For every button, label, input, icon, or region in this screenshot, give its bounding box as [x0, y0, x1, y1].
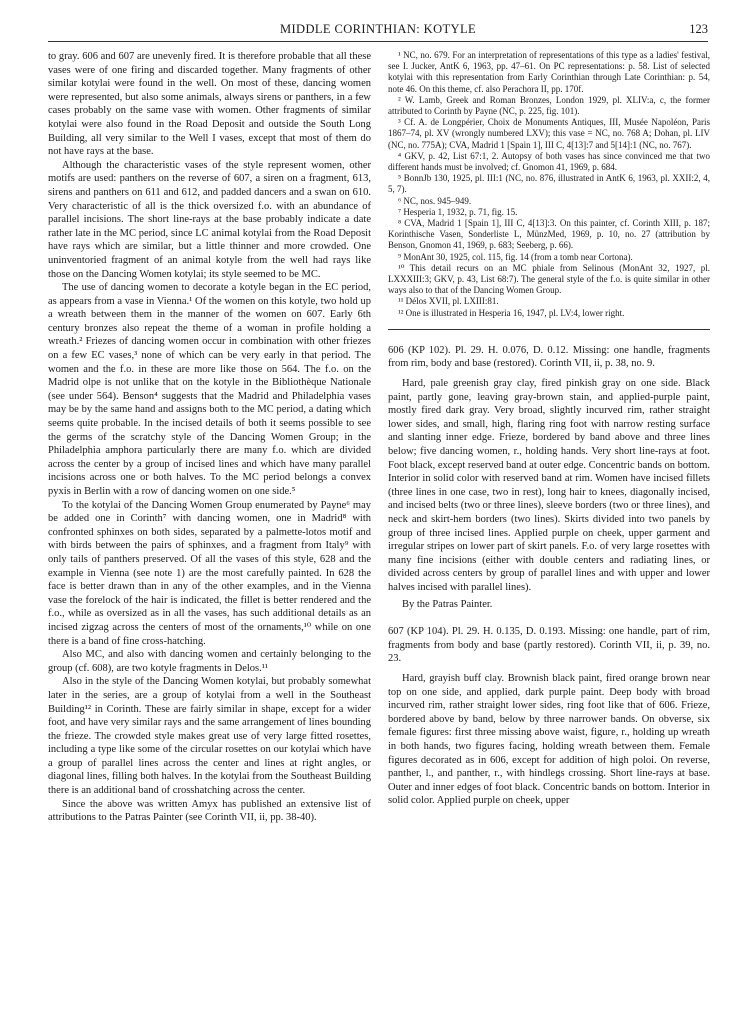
entry-description: Hard, pale greenish gray clay, fired pinkish gray on one side. Black paint, partly gone, leaving gray-brown stain, and applied-purple paint, mostly fired dark gray. Very broad, slightly incurved rim, rather straight lower sides, and small, high, flaring ring foot with narrow resting surface and slanting inner edge. Frieze, bordered by band above and three lines below; five dancing women, r., holding hands. Very short line-rays at foot. Foot black, except reserved band at outer edge. Concentric bands on bottom. Interior in solid color with reserved band at rim. Women have incised fillets (three lines in one case, two in rest), long hair to knees, diagonally incised, and incised belts (two or three lines), sleeve borders (two or three lines), and neck and skirt-hem borders (two lines). Skirts divided into two panels by group of three incised lines. Applied purple on cheek, upper garment and irregular stripes on lower part of skirt panels. F.o. of very large rosettes with many fine incisions (either with double centers and radiating lines, or divided across centers by group of parallel lines and with upper and lower halves incised with parallel lines). [388, 378, 710, 593]
entry-heading: 607 (KP 104). Pl. 29. H. 0.135, D. 0.193. Missing: one handle, part of rim, fragments from body and base (partly restored). Corinth VII, ii, p. 39, no. 23. [388, 626, 710, 665]
footnote: ⁴ GKV, p. 42, List 67:1, 2. Autopsy of both vases has since convinced me that two different hands must be involved; cf. Gnomon 41, 1969, p. 684. [388, 150, 710, 173]
body-paragraph: Since the above was written Amyx has published an extensive list of attributions to the Patras Painter (see Corinth VII, ii, pp. 38-40). [48, 798, 371, 824]
footnote: ¹² One is illustrated in Hesperia 16, 1947, pl. LV:4, lower right. [398, 307, 625, 318]
body-paragraph: To the kotylai of the Dancing Women Group enumerated by Payne⁶ may be added one in Corinth⁷ with dancing women, one in Madrid⁸ with confronted sphinxes on both sides, separated by a palmette-lotos motif and with birds between the pairs of sphinxes, and a fragment from Italy⁹ with only tails of panthers preserved. Of all the vases of this style, 628 and the example in Vienna (see note 1) are the most carefully painted. In 628 the face is better drawn than in any of the other examples, and in the Vienna vase the forelock of the hair is indicated, the fillet is better rendered and the f.o., while as oversized as in all the vases, has such additional details as an incised zigzag across the centers of most of the ornaments,¹⁰ while on one there is a band of fine cross-hatching. [48, 499, 371, 647]
running-title: MIDDLE CORINTHIAN: KOTYLE [279, 22, 477, 36]
entry-heading: 606 (KP 102). Pl. 29. H. 0.076, D. 0.12. Missing: one handle, fragments from rim, body and base (restored). Corinth VII, ii, p. 38, no. 9. [388, 344, 710, 370]
footnote: ⁵ BonnJb 130, 1925, pl. III:1 (NC, no. 876, illustrated in AntK 6, 1963, pl. XXII:2, 4, 5, 7). [388, 173, 710, 195]
body-paragraph: The use of dancing women to decorate a kotyle began in the EC period, as appears from a vase in Vienna.¹ Of the women on this kotyle, two hold up a wreath between them in the manner of the women on 607. Early 6th century bronzes also repeat the theme of a woman in profile holding a wreath.² Friezes of dancing women occur in combination with other friezes on a few EC vases,³ none of which can be very early in that period. The women and the f.o. in these are more like those on 564. The f.o. on the Madrid olpe is not unlike that on the kotyle in the Bibliothèque Nationale (see under 564). Benson⁴ suggests that the Madrid and Philadelphia vases may be by the same hand and assigns both to the MC period, a dating which seems quite probable. In the incised details of both it seems possible to see the germs of the scratchy style of the Dancing Women Group; in the Philadelphia amphora particularly there are many f.o. which are divided across the center by a group of incised lines and which have many parallel incisions across one or both halves. To the MC period belongs a convex pyxis in Berlin with a row of dancing women on one side.⁵ [48, 282, 371, 497]
footnote: ⁶ NC, nos. 945–949. [398, 195, 472, 206]
body-paragraph: to gray. 606 and 607 are unevenly fired. It is therefore probable that all these vases were of one firing and discarded together. Many fragments of other similar kotylai were found in the well. On most of these, dancing women were represented, but also some animals, always sirens or panthers, in a few cases probably on the same vase with women. Other fragments of similar kotylai were also found in the Road Deposit and outside the South Long Building, all very similar to the Well I vases, except that most of them do not have rays at the base. [48, 51, 371, 158]
body-paragraph: Also in the style of the Dancing Women kotylai, but probably somewhat later in the series, are a group of kotylai from a well in the Southeast Building¹² in Corinth. These are fairly similar in shape, except for a wider foot, and have very similar rays and the same arrangement of lines bounding the frieze. The crowded style makes great use of very large fitted rosettes, including a type like some of the circular rosettes on our kotylai which have a group of parallel lines across the center and lines at right angles, or diagonal lines, filling both halves. In the kotylai from the Southeast Building there is an additional band of crosshatching across the center. [48, 676, 371, 797]
footnote: ⁹ MonAnt 30, 1925, col. 115, fig. 14 (from a tomb near Cortona). [398, 251, 633, 262]
footnote: ⁷ Hesperia 1, 1932, p. 71, fig. 15. [398, 206, 518, 217]
catalogue-entry-607 [388, 625, 710, 808]
footnote-rule [388, 329, 710, 330]
page-number: 123 [689, 22, 708, 36]
footnote: ¹ NC, no. 679. For an interpretation of representations of this type as a ladies' festival, see I. Jucker, AntK 6, 1963, pp. 47–61. On PC representations: p. 58. List of selected kotylai with this representation from Early Corinthian through Late Corinthian: p. 54, note 46. On this theme, cf. also Perachora II, pp. 170f. [388, 50, 710, 94]
footnote: ² W. Lamb, Greek and Roman Bronzes, London 1929, pl. XLIV:a, c, the former attributed to Corinth by Payne (NC, p. 225, fig. 101). [388, 94, 710, 117]
body-paragraph: Also MC, and also with dancing women and certainly belonging to the group (cf. 608), are two kotyle fragments in Delos.¹¹ [48, 649, 371, 674]
left-column [48, 50, 371, 1010]
footnote: ¹¹ Délos XVII, pl. LXIII:81. [398, 296, 499, 307]
footnotes [388, 50, 710, 319]
entry-attribution: By the Patras Painter. [402, 598, 493, 610]
right-column [388, 50, 710, 1010]
header-rule [48, 41, 708, 42]
entry-description: Hard, grayish buff clay. Brownish black paint, fired orange brown near top on one side, and applied, dark purple paint. Deep body with broad incurved rim, rather straight lower sides, ring foot like that of 606. Frieze, bordered above by band, below by three narrower bands. On obverse, six female figures: first three missing above waist, figure, r., holding up wreath in both hands, two figures facing, holding wreath between them. Female figures decorated as in 606, except for addition of high poloi. On reverse, panther, l., and panther, r., with hindlegs crossing. Short line-rays at base. Outer and inner edges of foot black. Concentric bands on bottom. Interior in solid color. Applied purple on cheek, upper [388, 672, 710, 807]
footnote: ³ Cf. A. de Longpérier, Choix de Monuments Antiques, III, Musée Napoléon, Paris 1867–74, pl. XV (wrongly numbered LXV); this vase = NC, no. 768 A; Dohan, pl. LIV (NC, no. 775A); CVA, Madrid 1 [Spain 1], III C, 4[13]:7 and 5[14]:1 (NC, no. 767). [388, 117, 710, 150]
footnote: ¹⁰ This detail recurs on an MC phiale from Selinous (MonAnt 32, 1927, pl. LXXXIII:3; GKV, p. 43, List 68:7). The general style of the f.o. is quite similar in other ways also to that of the Dancing Women Group. [388, 262, 710, 296]
running-header [48, 22, 708, 42]
body-paragraph: Although the characteristic vases of the style represent women, other motifs are used: panthers on the reverse of 607, a siren on a fragment, 613, sirens and panthers on 611 and 612, and padded dancers and a swan on 610. Very characteristic of all is the thick oversized f.o. with an abundance of parallel incisions. The short line-rays at the base probably indicate a date rather late in the MC period, since LC animal kotylai from the Road Deposit have rays which are similar, but a little thinner and more crowded. One uninventoried fragment of an animal kotyle from the well had rays like those on the Dancing Women kotylai; its style seemed to be MC. [48, 159, 371, 280]
footnote: ⁸ CVA, Madrid 1 [Spain 1], III C, 4[13]:3. On this painter, cf. Corinth XIII, p. 187; Korinthische Vasen, Sonderliste L, MünzMed, 1969, p. 10, no. 27 (attribution by Benson, Gnomon 41, 1969, p. 683; Seeberg, p. 66). [388, 218, 710, 251]
catalogue-entry-606 [388, 344, 710, 611]
